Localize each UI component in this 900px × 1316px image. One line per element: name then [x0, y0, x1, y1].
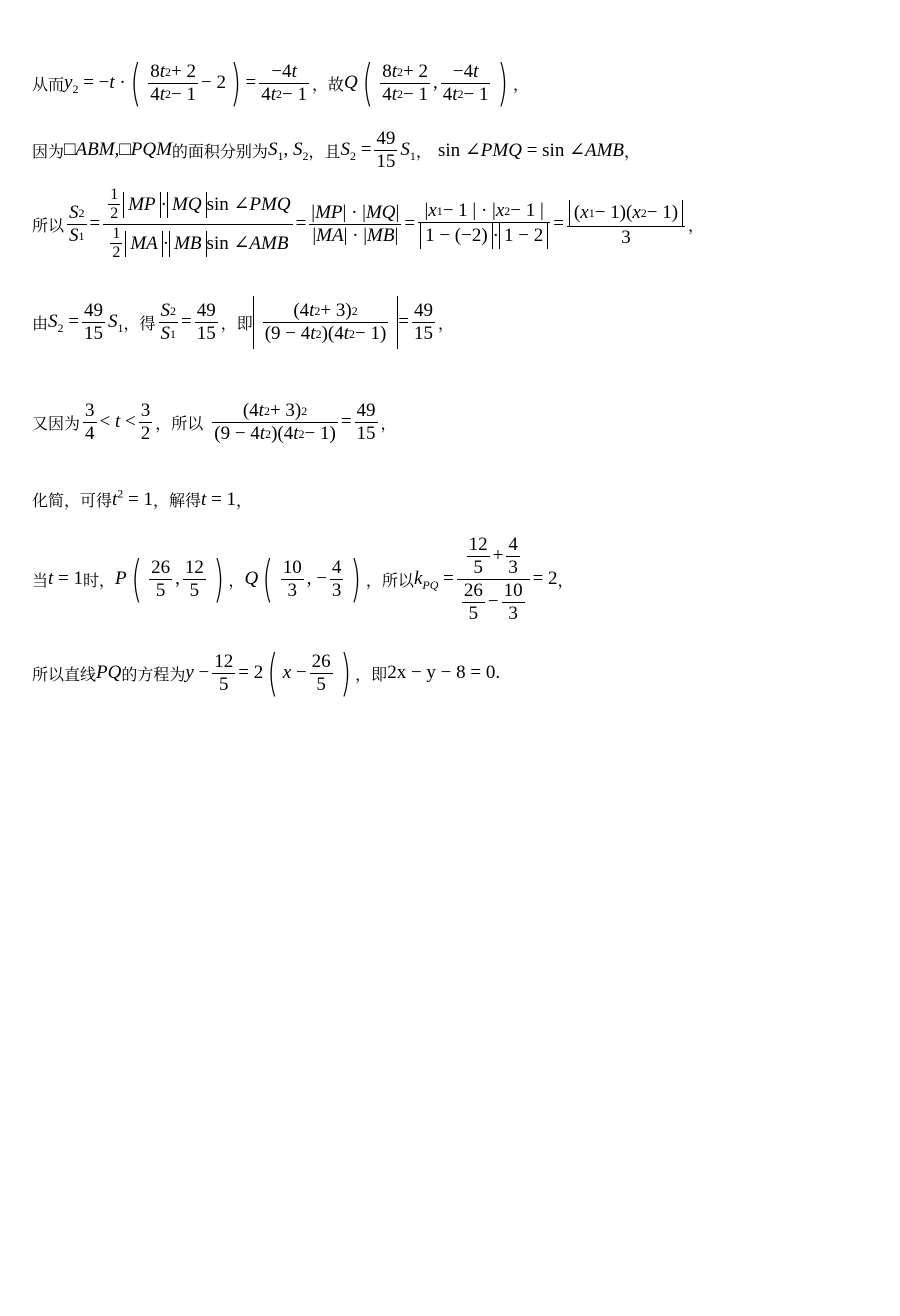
paren: ( [131, 550, 142, 609]
fraction: $\frac{12}{5}$ [214, 650, 234, 695]
paren: ) [230, 54, 242, 112]
paren: ) [340, 644, 351, 702]
line-areas: 因为 □ABM,□PQM 的面积分别为 $S_1$, $S_2$ ，且 $S_2$ = $\frac{49}{15}$ $S_1$ ， sin ∠PMQ = sin ∠AMB ， [32, 128, 641, 172]
text: 从而 [32, 74, 65, 94]
paren: ) [213, 550, 225, 609]
text: ， [438, 313, 455, 333]
text: 当 [32, 570, 49, 590]
fraction: −4 t 4 t 2 − 1 [442, 60, 489, 105]
fraction: ( x 1 − 1)( x 2 − 1) 3 [567, 200, 685, 249]
paren: ) [350, 550, 362, 609]
paren: ( [130, 54, 141, 112]
math: $y_2 = -t$ · [64, 72, 126, 96]
line-line-equation: 所以直线 PQ 的方程为 y − $\frac{12}{5}$ = 2 ( x − $\frac{26}{5}$ ) ，即 2x − y − 8 = 0 . [32, 644, 501, 702]
fraction: $\frac{3}{4}$ [85, 400, 95, 444]
fraction: $\frac{26}{5}$ [311, 650, 331, 695]
text: 时， [83, 570, 116, 590]
line-range: 又因为 $\frac{3}{4}$ < t < $\frac{3}{2}$ ，所以 (4 t 2 + 3) 2 (9 − 4 t 2 )(4 t 2 − 1) = $\frac{49}{15}$ ， [32, 400, 397, 444]
text: . [495, 662, 501, 683]
fraction: 8 t 2 + 2 4 t 2 − 1 [150, 60, 197, 105]
line-equation: 由 $S_2$ = $\frac{49}{15}$ $S_1$ ，得 S 2 S 1 = $\frac{49}{15}$ ，即 (4 t 2 + 3) 2 (9 − 4 t 2 )(4 t 2 − 1) = $\frac{49}{15}$ ， [32, 296, 454, 349]
fraction: $\frac{49}{15}$ [196, 300, 216, 344]
text: ， [228, 570, 245, 590]
text: ，所以 [155, 413, 204, 433]
fraction: (4 t 2 + 3) 2 (9 − 4 t 2 )(4 t 2 − 1) [214, 400, 336, 444]
text: ，即 [355, 664, 388, 684]
fraction: $\frac{49}{15}$ [414, 300, 434, 344]
final-equation: 2x − y − 8 = 0 [387, 662, 496, 683]
text: ，所以 [365, 570, 414, 590]
fraction: | x 1 − 1 | · | x 2 − 1 | 1 − (−2) · 1 − 2 [418, 200, 550, 249]
text: 所以 [32, 215, 65, 235]
fraction: $\frac{12}{5}$ + $\frac{4}{3}$ $\frac{26}{5}$ − $\frac{10}{3}$ [457, 534, 530, 624]
text: ，得 [123, 313, 156, 333]
fraction: $\frac{3}{2}$ [140, 400, 151, 444]
text: ， [557, 570, 574, 590]
text: 化简，可得 [32, 491, 113, 510]
paren: ( [262, 550, 274, 609]
text: 的方程为 [121, 664, 186, 684]
fraction: $\frac{26}{5}$ [151, 556, 171, 601]
text: ，即 [220, 313, 253, 333]
text: ，且 [308, 141, 341, 161]
paren: ) [497, 54, 509, 112]
line-solve: 化简，可得 $t^2 = 1$ ，解得 t = 1 ， [32, 486, 253, 510]
paren: ( [362, 54, 373, 112]
text: 所以直线 [32, 664, 97, 684]
fraction: $\frac{49}{15}$ [376, 128, 396, 172]
line-ratio: 所以 S 2 S 1 = $\frac{1}{2}$ MP · MQ sin ∠ PMQ $\frac{1}{2}$ MA · MB sin ∠ AMB = | MP | · | MQ | | MA | · | MB | = | x 1 − 1 | · | x 2 − 1 | 1 − (−2) · 1 − 2 = ( x 1 − 1)( x 2 − 1) 3 ， [32, 186, 705, 262]
fraction: S 2 S 1 [160, 300, 176, 344]
fraction: 8 t 2 + 2 4 t 2 − 1 [382, 60, 428, 105]
line-slope: 当 t = 1 时， P ( $\frac{26}{5}$ , $\frac{12}{5}$ ) ， Q ( $\frac{10}{3}$ , − $\frac{4}{3}$ ) ，所以 $k_{PQ}$ = $\frac{12}{5}$ + $\frac{4}{3}$ $\frac{26}{5}$ − $\frac{10}{3}$ = 2 ， [32, 534, 574, 624]
text: 又因为 [32, 413, 81, 433]
fraction: S 2 S 1 [69, 201, 85, 246]
triangles: □ABM,□PQM [64, 139, 172, 161]
fraction: −4 t 4 t 2 − 1 [261, 60, 307, 105]
fraction: $\frac{1}{2}$ MP · MQ sin ∠ PMQ $\frac{1}{2}$ MA · MB sin ∠ AMB [103, 186, 292, 263]
absolute-value: (4 t 2 + 3) 2 (9 − 4 t 2 )(4 t 2 − 1) [253, 296, 399, 349]
text: ，故 [311, 74, 344, 94]
text: ， [236, 491, 253, 510]
fraction: $\frac{49}{15}$ [356, 400, 376, 444]
fraction: $\frac{4}{3}$ [331, 556, 342, 601]
text: ， [624, 141, 641, 161]
text: ，解得 [153, 491, 202, 510]
fraction: $\frac{12}{5}$ [184, 556, 204, 601]
line-y2-and-q: 从而 $y_2 = -t$ · ( 8 t 2 + 2 4 t 2 − 1 − 2 ) = −4 t 4 t 2 − 1 ，故 Q ( 8 t 2 + 2 4 t 2 − 1 , −4 t 4 t 2 − 1 ) ， [32, 54, 530, 112]
fraction: $\frac{49}{15}$ [83, 300, 103, 344]
text: 的面积分别为 [171, 141, 268, 161]
text: 因为 [32, 141, 65, 161]
text: ， [380, 413, 397, 433]
fraction: | MP | · | MQ | | MA | · | MB | [311, 201, 400, 246]
text: ， [513, 74, 530, 94]
paren: ( [267, 644, 279, 702]
text: ， [688, 215, 705, 235]
fraction: $\frac{10}{3}$ [282, 556, 302, 601]
text: 由 [32, 313, 49, 333]
text: ， [415, 141, 432, 161]
